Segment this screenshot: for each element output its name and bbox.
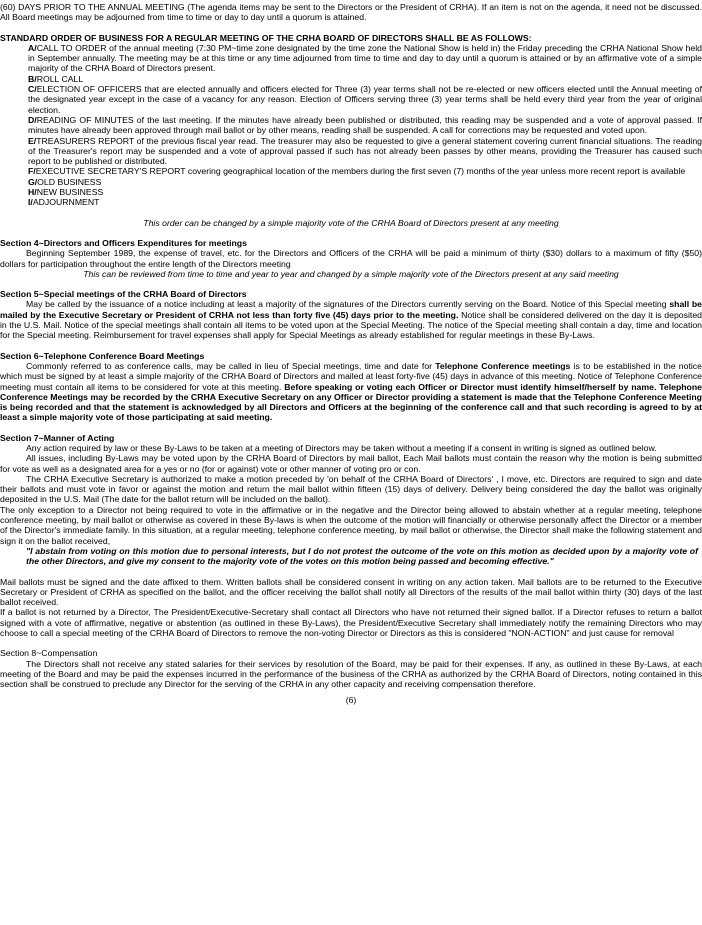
abstain-statement: "I abstain from voting on this motion due to personal interests, but I do not protest the outcome of the vote on this motion as decided upon by a majority vote of the other Directors, and give my consent to the majority vote of the votes on this motion being passed and becoming effective." [26, 545, 698, 567]
order-item-a [28, 43, 702, 74]
section-7-paragraph-2: All issues, including By-Laws may be voted upon by the CRHA Board of Directors by mail ballot, Each Mail ballots must contain the reason why the motion is being submitted for vote as well as a designated area for a yes or no (for or against) vote or other manner of voting pro or con. [0, 453, 702, 474]
order-item-d [28, 115, 702, 136]
section-4-paragraph: Beginning September 1989, the expense of travel, etc. for the Directors and Officers of the CRHA will be paid a minimum of thirty ($30) dollars to a maximum of fifty ($50) dollars for participation throughout the entire length of the Directors meeting [0, 248, 702, 269]
order-item-text: ADJOURNMENT [32, 197, 100, 208]
section-6-bold-text: Before speaking or voting each Officer or Director must identify himself/herself by name. Telephone Conference Meetings may be recorded by the CRHA Executive Secretary on any Officer or Director providing a statement is made that the Telephone Conference Meeting is being recorded and that the statement is acknowledged by all Directors and Officers at the beginning of the conference call and that such recording is agreed to by at least a simple majority vote of those participating at said meeting. [0, 381, 702, 423]
section-6-bold-text: Telephone Conference meetings [435, 360, 571, 371]
section-7-paragraph-5: Mail ballots must be signed and the date affixed to them. Written ballots shall be considered consent in writing on any action taken. Mail ballots are to be returned to the Executive Secretary or President of CRHA as specified on the ballot, and the officer receiving the ballot shall notify all Directors of the results of the mail ballot within thirty (30) days of the last ballot received. [0, 576, 702, 608]
order-item-b [28, 74, 702, 84]
order-heading: STANDARD ORDER OF BUSINESS FOR A REGULAR MEETING OF THE CRHA BOARD OF DIRECTORS SHALL BE AS FOLLOWS: [0, 32, 532, 43]
order-item-letter: D/ [28, 114, 37, 125]
order-item-c [28, 84, 702, 115]
order-item-text: OLD BUSINESS [37, 176, 102, 187]
section-7-paragraph-1: Any action required by law or these By-Laws to be taken at a meeting of Directors may be taken without a meeting if a consent in writing is signed as outlined below. [26, 442, 657, 453]
section-5-text: Notice shall be considered delivered on the day it is deposited in the U.S. Mail. Notice of the special meetings shall contain all items to be voted upon at the Special Meeting. The notice of the Special meeting shall contain a day, time and location for the Special meeting. Reimbursement for travel expenses shall apply for Special Meetings as already established for regular meetings in these By-Laws. [0, 309, 702, 341]
order-item-letter: H/ [28, 187, 37, 198]
section-8-title: Section 8~Compensation [0, 648, 98, 659]
order-item-h [28, 187, 702, 197]
order-item-text: ELECTION OF OFFICERS that are elected annually and officers elected for Three (3) year terms shall not be re-elected or new officers elected until the Annual meeting of the designated year except in the case of a vacancy for any reason. Election of Officers serving three (3) year terms shall be held every third year from the year of original election. [28, 84, 702, 115]
section-7-paragraph-4: The only exception to a Director not being required to vote in the affirmative or in the negative and the Director being allowed to abstain whether at a regular meeting, telephone conference meeting, by mail ballot or otherwise as covered in these By-laws is when the outcome of the motion will financially or otherwise personally affect the Director or a member of the Director's immediate family. In this situation, at a regular meeting, telephone conference meeting, by mail ballot or otherwise, the Director shall make the following statement and sign it on the ballot received, [0, 504, 702, 546]
order-items [0, 43, 702, 208]
order-item-text: READING OF MINUTES of the last meeting. If the minutes have already been published or distributed, this reading may be suspended and a vote of approval passed. If minutes have already been approved through mail ballot or by other means, reading shall be suspended. A call for corrections may be requested and voted upon. [28, 114, 702, 136]
order-item-letter: I/ [28, 197, 33, 208]
order-note: This order can be changed by a simple majority vote of the CRHA Board of Directors present at any meeting [143, 217, 559, 228]
order-item-i [28, 197, 702, 207]
section-7-title: Section 7~Manner of Acting [0, 432, 115, 443]
order-item-f [28, 166, 702, 176]
section-4-note: This can be reviewed from time to time and year to year and changed by a simple majority vote of the Directors present at any said meeting [83, 268, 619, 279]
order-item-g [28, 177, 702, 187]
section-6-text: is to be established in the notice which must be signed by at least a simple majority of the CRHA Board of Directors and mailed at least forty-five (45) days in advance of this meeting. Notice of Telephone Conference meeting must contain all items to be considered for vote at this meeting. [0, 360, 702, 392]
order-item-text: EXECUTIVE SECRETARY'S REPORT covering geographical location of the members during the first seven (7) months of the year unless more recent report is available [35, 166, 686, 177]
order-item-text: ROLL CALL [36, 73, 84, 84]
order-item-letter: A/ [28, 42, 37, 53]
section-5-bold-text: shall be mailed by the Executive Secretary or President of CRHA not less than forty five (45) days prior to the meeting. [0, 299, 702, 320]
section-5-paragraph [0, 299, 702, 340]
section-7-paragraph-6: If a ballot is not returned by a Director, The President/Executive-Secretary shall contact all Directors who have not returned their signed ballot. If a Director refuses to return a ballot signed with a vote of affirmative, negative or abstention (as outlined in these By-Laws), the President/Executive Secretary shall immediately notify the remaining Directors who may choose to call a special meeting of the CRHA Board of Directors to remove the non-voting Director or Directors as this is considered "NON-ACTION" and just cause for removal [0, 607, 702, 639]
section-5-title: Section 5~Special meetings of the CRHA Board of Directors [0, 289, 247, 300]
section-5-text: May be called by the issuance of a notice including at least a majority of the signatures of the Directors currently serving on the Board. Notice of this Special meeting [26, 299, 670, 310]
section-6-paragraph [0, 361, 702, 423]
order-item-letter: B/ [28, 73, 37, 84]
section-8-paragraph: The Directors shall not receive any stated salaries for their services by resolution of the Board, may be paid for their expenses. If any, as outlined in these By-Laws, at each meeting of the Board and may be paid the expenses incurred in the performance of the business of the CRHA as authorized by the CRHA Board of Directors, noting contained in this section shall be construed to preclude any Director for the serving of the CRHA in any other capacity and receiving compensation therefore. [0, 658, 702, 690]
order-item-text: NEW BUSINESS [36, 187, 104, 198]
section-4-title: Section 4~Directors and Officers Expenditures for meetings [0, 237, 247, 248]
order-item-letter: F/ [28, 166, 36, 177]
order-item-letter: C/ [28, 84, 37, 95]
section-7-paragraph-3: The CRHA Executive Secretary is authorized to make a motion preceded by 'on behalf of the CRHA Board of Directors' , I move, etc. Directors are required to sign and date their ballots and must vote in favor or against the motion and return the mail ballot within fifteen (15) days of delivery. Delivery being considered the day the ballot was originally deposited in the U.S. Mail (The date for the ballot return will be included on the ballot). [0, 473, 702, 505]
order-item-e [28, 136, 702, 167]
section-6-text: Commonly referred to as conference calls, may be called in lieu of Special meetings, time and date for [26, 360, 436, 371]
section-6-title: Section 6~Telephone Conference Board Meetings [0, 350, 205, 361]
page-number: (6) [345, 694, 357, 705]
order-item-text: CALL TO ORDER of the annual meeting (7:30 PM~time zone designated by the time zone the National Show is held in) the Friday preceding the CRHA National Show held in September annually. The meeting may be at this time or any time adjourned from time to time and day to day until a quorum is attained or by an affirmative vote of a simple majority of the CRHA Board of Directors present. [28, 42, 702, 74]
order-item-letter: E/ [28, 135, 37, 146]
order-item-letter: G/ [28, 176, 38, 187]
intro-paragraph: (60) DAYS PRIOR TO THE ANNUAL MEETING (The agenda items may be sent to the Directors or the President of CRHA). If an item is not on the agenda, it need not be discussed. All Board meetings may be adjourned from time to time or day to day until a quorum is attained. [0, 2, 702, 23]
order-item-text: TREASURERS REPORT of the previous fiscal year read. The treasurer may also be requested to give a general statement covering current financial situations. The reading of the Treasurer's report may be suspended and a vote of approval passed if such has not already been passes by other means, providing the Treasurer has caused such report to be published or distributed. [28, 135, 702, 167]
